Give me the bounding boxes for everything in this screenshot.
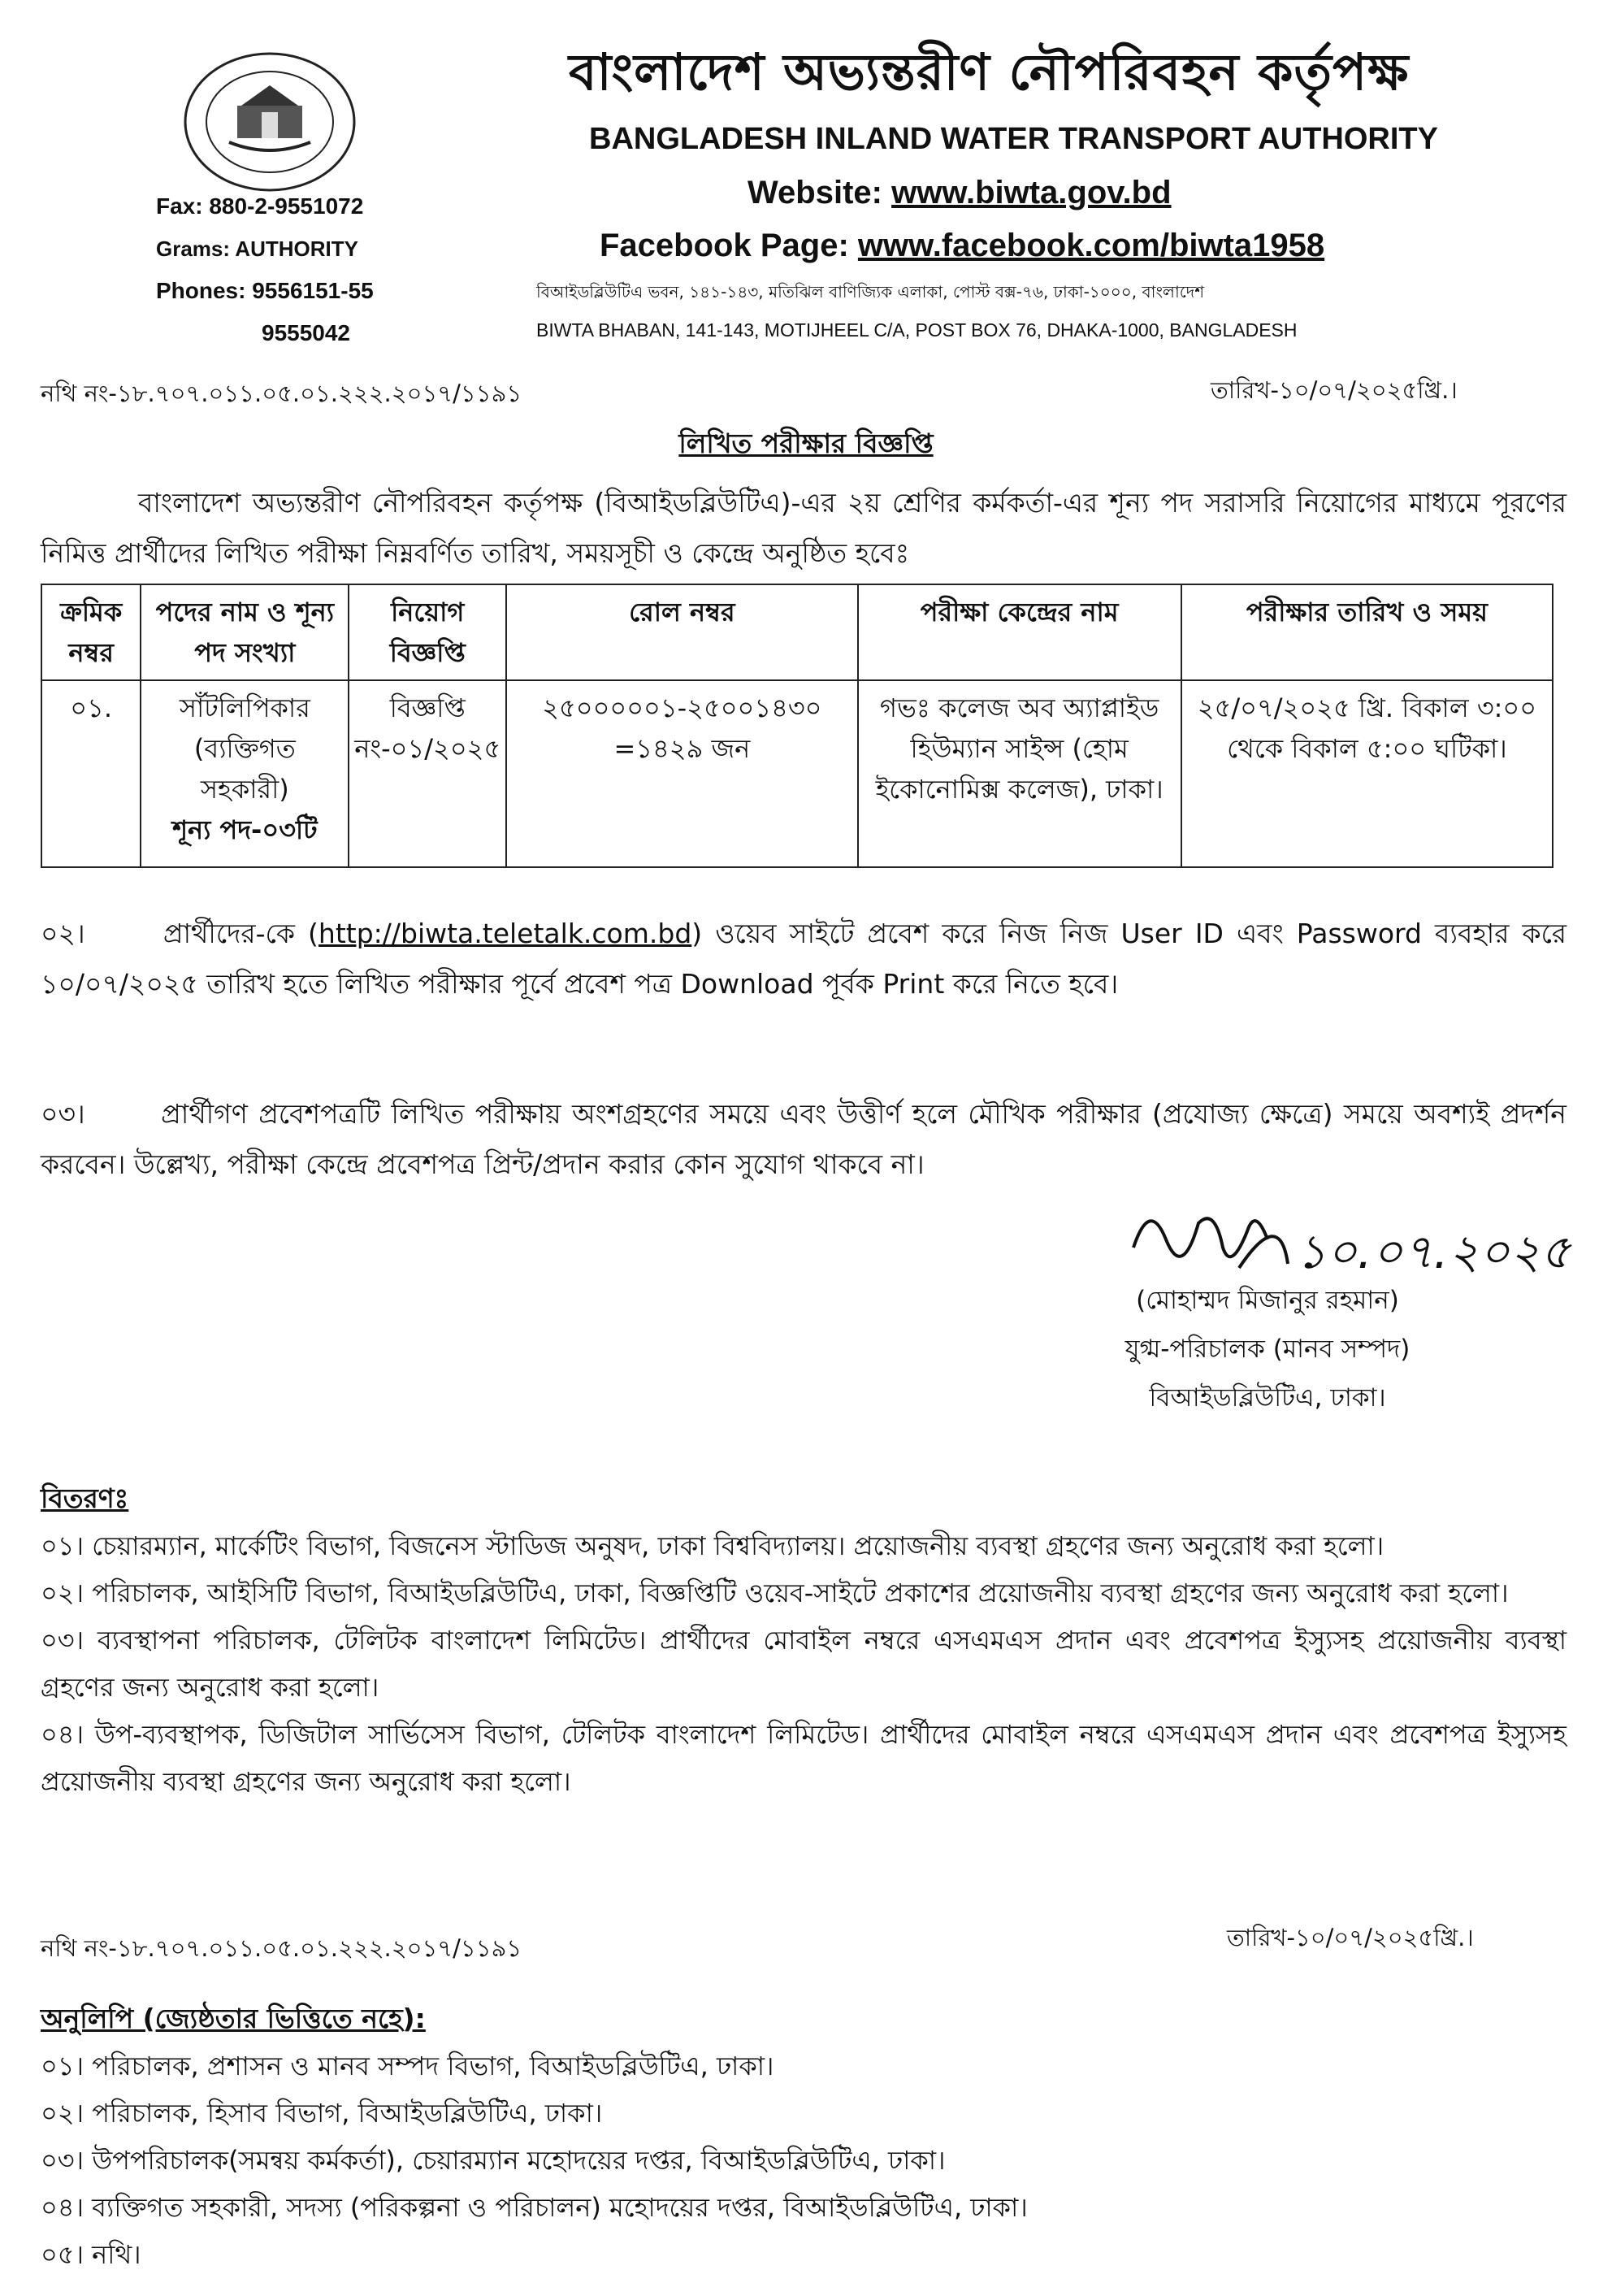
website-link[interactable]: www.biwta.gov.bd xyxy=(891,175,1172,211)
grams: Grams: AUTHORITY xyxy=(156,237,358,261)
signatory-designation: যুগ্ম-পরিচালক (মানব সম্পদ) xyxy=(1124,1335,1410,1364)
copies-section xyxy=(41,1995,1566,2278)
table-row xyxy=(41,680,1553,867)
header-post: পদের নাম ও শূন্য পদ সংখ্যা xyxy=(141,584,349,680)
header-datetime: পরীক্ষার তারিখ ও সময় xyxy=(1181,584,1553,680)
teletalk-link[interactable]: http://biwta.teletalk.com.bd xyxy=(318,918,692,949)
notice-title-text: লিখিত পরীক্ষার বিজ্ঞপ্তি xyxy=(678,428,934,459)
header-roll: রোল নম্বর xyxy=(506,584,857,680)
org-name-bangla: বাংলাদেশ অভ্যন্তরীণ নৌপরিবহন কর্তৃপক্ষ xyxy=(569,42,1410,102)
cell-circular: বিজ্ঞপ্তি নং-০১/২০২৫ xyxy=(349,680,506,867)
para2-after: ) ওয়েব সাইটে প্রবেশ করে নিজ নিজ User ID এবং Password ব্যবহার করে ১০/০৭/২০২৫ তারিখ হতে লিখিত পরীক্ষার পূর্বে প্রবেশ পত্র Download পূর্বক Print করে নিতে হবে। xyxy=(41,918,1566,1000)
memo-date: তারিখ-১০/০৭/২০২৫খ্রি.। xyxy=(1211,376,1458,404)
memo-ref-number: নথি নং-১৮.৭০৭.০১১.০৫.০১.২২২.২০১৭/১১৯১ xyxy=(41,380,522,407)
cell-serial: ০১. xyxy=(41,680,141,867)
distribution-item: ০২। পরিচালক, আইসিটি বিভাগ, বিআইডব্লিউটিএ, ঢাকা, বিজ্ঞপ্তিটি ওয়েব-সাইটে প্রকাশের প্রয়োজনীয় ব্যবস্থা গ্রহণের জন্য অনুরোধ করা হলো। xyxy=(41,1578,1509,1608)
memo2-date: তারিখ-১০/০৭/২০২৫খ্রি.। xyxy=(1227,1924,1474,1951)
distribution-item: ০১। চেয়ারম্যান, মার্কেটিং বিভাগ, বিজনেস স্টাডিজ অনুষদ, ঢাকা বিশ্ববিদ্যালয়। প্রয়োজনীয় ব্যবস্থা গ্রহণের জন্য অনুরোধ করা হলো। xyxy=(41,1530,1384,1561)
distribution-heading: বিতরণঃ xyxy=(41,1482,129,1514)
distribution-section xyxy=(41,1475,1566,1805)
para3-text: প্রার্থীগণ প্রবেশপত্রটি লিখিত পরীক্ষায় অংশগ্রহণের সময়ে এবং উত্তীর্ণ হলে মৌখিক পরীক্ষার (প্রযোজ্য ক্ষেত্রে) সময়ে অবশ্যই প্রদর্শন করবেন। উল্লেখ্য, পরীক্ষা কেন্দ্রে প্রবেশপত্র প্রিন্ট/প্রদান করার কোন সুযোগ থাকবে না। xyxy=(41,1098,1566,1180)
contact-info xyxy=(156,185,374,354)
instruction-paragraph-2 xyxy=(41,909,1566,1009)
facebook-label: Facebook Page: xyxy=(600,228,849,263)
distribution-item: ০৪। উপ-ব্যবস্থাপক, ডিজিটাল সার্ভিসেস বিভাগ, টেলিটক বাংলাদেশ লিমিটেড। প্রার্থীদের মোবাইল নম্বরে এসএমএস প্রদান এবং প্রবেশপত্র ইস্যুসহ প্রয়োজনীয় ব্যবস্থা গ্রহণের জন্য অনুরোধ করা হলো। xyxy=(41,1719,1566,1797)
fax-number: Fax: 880-2-9551072 xyxy=(156,193,364,219)
facebook-link[interactable]: www.facebook.com/biwta1958 xyxy=(857,228,1325,263)
intro-paragraph xyxy=(41,478,1566,579)
handwritten-date: ১০.০৭.২০২৫ xyxy=(1296,1224,1571,1279)
signatory-name: (মোহাম্মদ মিজানুর রহমান) xyxy=(1136,1286,1399,1315)
para2-number: ০২। xyxy=(41,918,85,949)
address-bangla: বিআইডব্লিউটিএ ভবন, ১৪১-১৪৩, মতিঝিল বাণিজ্যিক এলাকা, পোস্ট বক্স-৭৬, ঢাকা-১০০০, বাংলাদেশ xyxy=(536,282,1205,302)
post-name: সাঁটলিপিকার (ব্যক্তিগত সহকারী) xyxy=(179,692,310,805)
cell-datetime: ২৫/০৭/২০২৫ খ্রি. বিকাল ৩:০০ থেকে বিকাল ৫:০০ ঘটিকা। xyxy=(1181,680,1553,867)
signatory-office: বিআইডব্লিউটিএ, ঢাকা। xyxy=(1149,1383,1386,1413)
website-label: Website: xyxy=(748,175,882,211)
para2-before: প্রার্থীদের-কে ( xyxy=(162,918,318,949)
header-circular: নিয়োগ বিজ্ঞপ্তি xyxy=(349,584,506,680)
exam-schedule-table xyxy=(41,584,1554,868)
phone-number-2: 9555042 xyxy=(262,320,351,345)
copy-item: ০৫। নথি। xyxy=(41,2239,141,2270)
vacancy-count: শূন্য পদ-০৩টি xyxy=(172,814,318,845)
handwritten-signature xyxy=(1125,1191,1580,1288)
cell-post xyxy=(141,680,349,867)
website-line xyxy=(748,175,1172,211)
table-header-row xyxy=(41,584,1553,680)
copies-heading: অনুলিপি (জ্যেষ্ঠতার ভিত্তিতে নহে): xyxy=(41,2003,426,2034)
signatory-block xyxy=(1056,1276,1479,1422)
notice-title xyxy=(0,423,1612,468)
cell-center: গভঃ কলেজ অব অ্যাপ্লাইড হিউম্যান সাইন্স (হোম ইকোনোমিক্স কলেজ), ঢাকা। xyxy=(858,680,1181,867)
biwta-seal-logo xyxy=(180,49,359,195)
intro-text: বাংলাদেশ অভ্যন্তরীণ নৌপরিবহন কর্তৃপক্ষ (বিআইডব্লিউটিএ)-এর ২য় শ্রেণির কর্মকর্তা-এর শূন্য পদ সরাসরি নিয়োগের মাধ্যমে পূরণের নিমিত্ত প্রার্থীদের লিখিত পরীক্ষা নিম্নবর্ণিত তারিখ, সময়সূচী ও কেন্দ্রে অনুষ্ঠিত হবেঃ xyxy=(41,487,1566,569)
copy-item: ০১। পরিচালক, প্রশাসন ও মানব সম্পদ বিভাগ, বিআইডব্লিউটিএ, ঢাকা। xyxy=(41,2051,774,2081)
org-name-english: BANGLADESH INLAND WATER TRANSPORT AUTHORITY xyxy=(589,122,1438,156)
copy-item: ০৩। উপপরিচালক(সমন্বয় কর্মকর্তা), চেয়ারম্যান মহোদয়ের দপ্তর, বিআইডব্লিউটিএ, ঢাকা। xyxy=(41,2145,946,2176)
instruction-paragraph-3 xyxy=(41,1089,1566,1190)
distribution-item: ০৩। ব্যবস্থাপনা পরিচালক, টেলিটক বাংলাদেশ লিমিটেড। প্রার্থীদের মোবাইল নম্বরে এসএমএস প্রদান এবং প্রবেশপত্র ইস্যুসহ প্রয়োজনীয় ব্যবস্থা গ্রহণের জন্য অনুরোধ করা হলো। xyxy=(41,1625,1566,1703)
cell-roll: ২৫০০০০০১-২৫০০১৪৩০ =১৪২৯ জন xyxy=(506,680,857,867)
header-center: পরীক্ষা কেন্দ্রের নাম xyxy=(858,584,1181,680)
para3-number: ০৩। xyxy=(41,1098,85,1130)
header-serial: ক্রমিক নম্বর xyxy=(41,584,141,680)
facebook-line xyxy=(600,228,1324,264)
memo2-ref-number: নথি নং-১৮.৭০৭.০১১.০৫.০১.২২২.২০১৭/১১৯১ xyxy=(41,1934,522,1962)
address-english: BIWTA BHABAN, 141-143, MOTIJHEEL C/A, POST BOX 76, DHAKA-1000, BANGLADESH xyxy=(536,319,1298,341)
copy-item: ০২। পরিচালক, হিসাব বিভাগ, বিআইডব্লিউটিএ, ঢাকা। xyxy=(41,2098,603,2129)
phone-numbers: Phones: 9556151-55 xyxy=(156,278,374,303)
copy-item: ০৪। ব্যক্তিগত সহকারী, সদস্য (পরিকল্পনা ও পরিচালন) মহোদয়ের দপ্তর, বিআইডব্লিউটিএ, ঢাকা। xyxy=(41,2192,1028,2223)
